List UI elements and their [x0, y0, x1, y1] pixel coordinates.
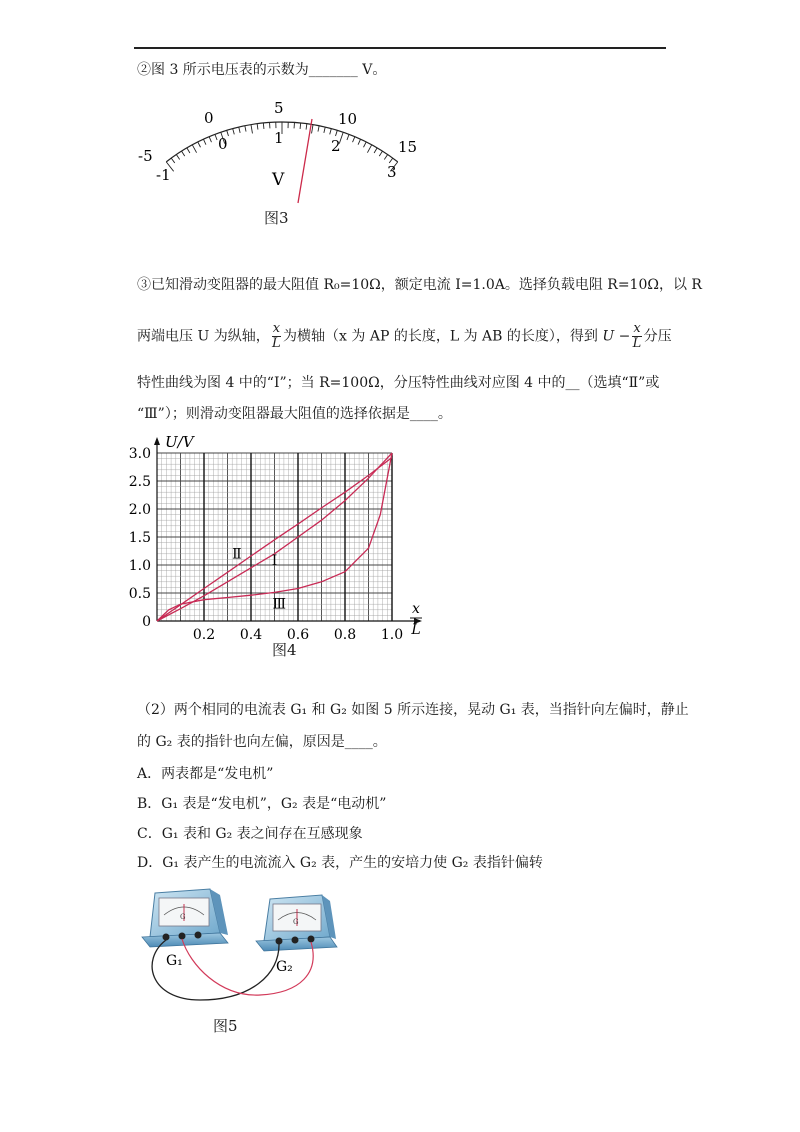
option-c: C．G₁ 表和 G₂ 表之间存在互感现象	[137, 826, 363, 842]
voltmeter-tick	[336, 130, 338, 136]
g1-label: G₁	[166, 953, 183, 969]
q3-line2-c: U −	[602, 328, 631, 345]
voltmeter-tick	[330, 129, 332, 135]
x-axis-label-den: L	[411, 622, 421, 638]
q3-line1: ③已知滑动变阻器的最大阻值 R₀=10Ω，额定电流 I=1.0A。选择负载电阻 R=10Ω，以 R	[137, 277, 702, 293]
q3-line4: “Ⅲ”）；则滑动变阻器最大阻值的选择依据是____。	[137, 406, 452, 422]
x-tick-label: 0.4	[239, 627, 263, 643]
scale-upper-5: 5	[274, 99, 284, 117]
scale-upper-0: 0	[204, 109, 214, 127]
figure5-caption: 图5	[213, 1017, 238, 1035]
scale-lower-m1: -1	[156, 166, 171, 184]
x-tick-label: 1.0	[380, 627, 404, 643]
scale-lower-2: 2	[331, 137, 341, 155]
scale-upper-10: 10	[338, 110, 358, 128]
voltmeter-tick	[192, 145, 196, 153]
black-wire	[152, 940, 279, 1000]
voltmeter-tick	[300, 123, 301, 129]
figure3-caption: 图3	[264, 209, 289, 227]
figure5-galvanometers	[130, 885, 360, 1010]
x-tick-label: 0.8	[333, 627, 357, 643]
voltmeter-tick	[239, 127, 240, 133]
voltmeter-tick	[379, 151, 382, 156]
x-over-l-fraction-2: $\frac{x}{L}$	[632, 321, 642, 351]
voltmeter-tick	[176, 155, 179, 160]
q3-line2-b: 为横轴（x 为 AP 的长度，L 为 AB 的长度），得到	[283, 328, 598, 345]
option-d: D．G₁ 表产生的电流流入 G₂ 表，产生的安培力使 G₂ 表指针偏转	[137, 855, 543, 871]
x-over-l-fraction: $\frac{x}{L}$	[272, 321, 281, 351]
x-axis-label-num: x	[412, 601, 420, 617]
voltmeter-tick	[324, 127, 325, 133]
voltmeter-tick	[367, 145, 371, 153]
svg-text:G: G	[293, 918, 299, 926]
figure4-chart	[120, 425, 440, 645]
voltmeter-tick	[318, 126, 319, 132]
y-tick-label: 2.5	[128, 474, 151, 490]
svg-text:G: G	[180, 913, 186, 921]
series-label-1: Ⅱ	[232, 546, 242, 563]
voltmeter-tick	[198, 142, 201, 147]
series-label-2: Ⅲ	[272, 596, 286, 613]
galvanometer-g1	[142, 889, 228, 947]
y-axis-arrow	[154, 437, 160, 445]
x-tick-label: 0.2	[192, 627, 216, 643]
voltmeter-tick	[187, 148, 190, 153]
q3-line3: 特性曲线为图 4 中的“I”；当 R=100Ω，分压特性曲线对应图 4 中的__（选填“Ⅱ”或	[137, 375, 660, 391]
voltmeter-tick	[215, 134, 217, 140]
top-rule	[134, 47, 666, 49]
series-label-0: I	[271, 553, 278, 569]
option-b: B．G₁ 表是“发电机”，G₂ 表是“电动机”	[137, 796, 387, 812]
voltmeter-tick	[171, 158, 175, 163]
voltmeter-tick	[245, 126, 246, 132]
galvanometer-g2	[256, 895, 337, 951]
voltmeter-needle	[298, 119, 312, 203]
voltmeter-question: ②图 3 所示电压表的示数为_______ V。	[137, 62, 387, 78]
g2-label: G₂	[276, 959, 293, 975]
q3-line2-a: 两端电压 U 为纵轴，	[137, 328, 270, 345]
scale-lower-3: 3	[387, 163, 397, 181]
y-tick-label: 2.0	[128, 502, 151, 518]
x-tick-label: 0.6	[286, 627, 310, 643]
voltmeter-tick	[203, 139, 206, 144]
option-a: A．两表都是“发电机”	[137, 766, 274, 782]
scale-lower-0: 0	[218, 135, 228, 153]
voltmeter-tick	[263, 123, 264, 129]
voltmeter-tick	[384, 155, 387, 160]
voltmeter-tick	[182, 151, 185, 156]
q3-line2	[137, 322, 672, 351]
voltmeter-tick	[306, 124, 307, 130]
voltmeter-tick	[353, 137, 355, 143]
voltmeter-unit: V	[272, 170, 285, 190]
voltmeter-tick	[209, 137, 211, 143]
voltmeter-tick	[374, 148, 377, 153]
voltmeter-tick	[251, 125, 252, 134]
y-tick-label: 3.0	[128, 446, 151, 462]
voltmeter-tick	[312, 125, 313, 134]
figure4-caption: 图4	[272, 641, 297, 659]
scale-lower-1: 1	[274, 129, 284, 147]
y-tick-label: 0	[142, 614, 151, 630]
voltmeter-tick	[347, 134, 349, 140]
voltmeter-tick	[358, 139, 361, 144]
part2-line1: （2）两个相同的电流表 G₁ 和 G₂ 如图 5 所示连接，晃动 G₁ 表，当指针向左偏时，静止	[137, 702, 689, 718]
y-tick-label: 0.5	[128, 586, 151, 602]
scale-upper-m5: -5	[138, 147, 153, 165]
voltmeter-tick	[257, 124, 258, 130]
y-tick-label: 1.5	[128, 530, 151, 546]
part2-line2: 的 G₂ 表的指针也向左偏，原因是____。	[137, 734, 387, 750]
voltmeter-tick	[363, 142, 366, 147]
q3-line2-d: 分压	[643, 328, 672, 345]
scale-upper-15: 15	[398, 138, 418, 156]
y-tick-label: 1.0	[128, 558, 151, 574]
voltmeter-tick	[233, 129, 235, 135]
y-axis-label: U/V	[165, 433, 194, 451]
